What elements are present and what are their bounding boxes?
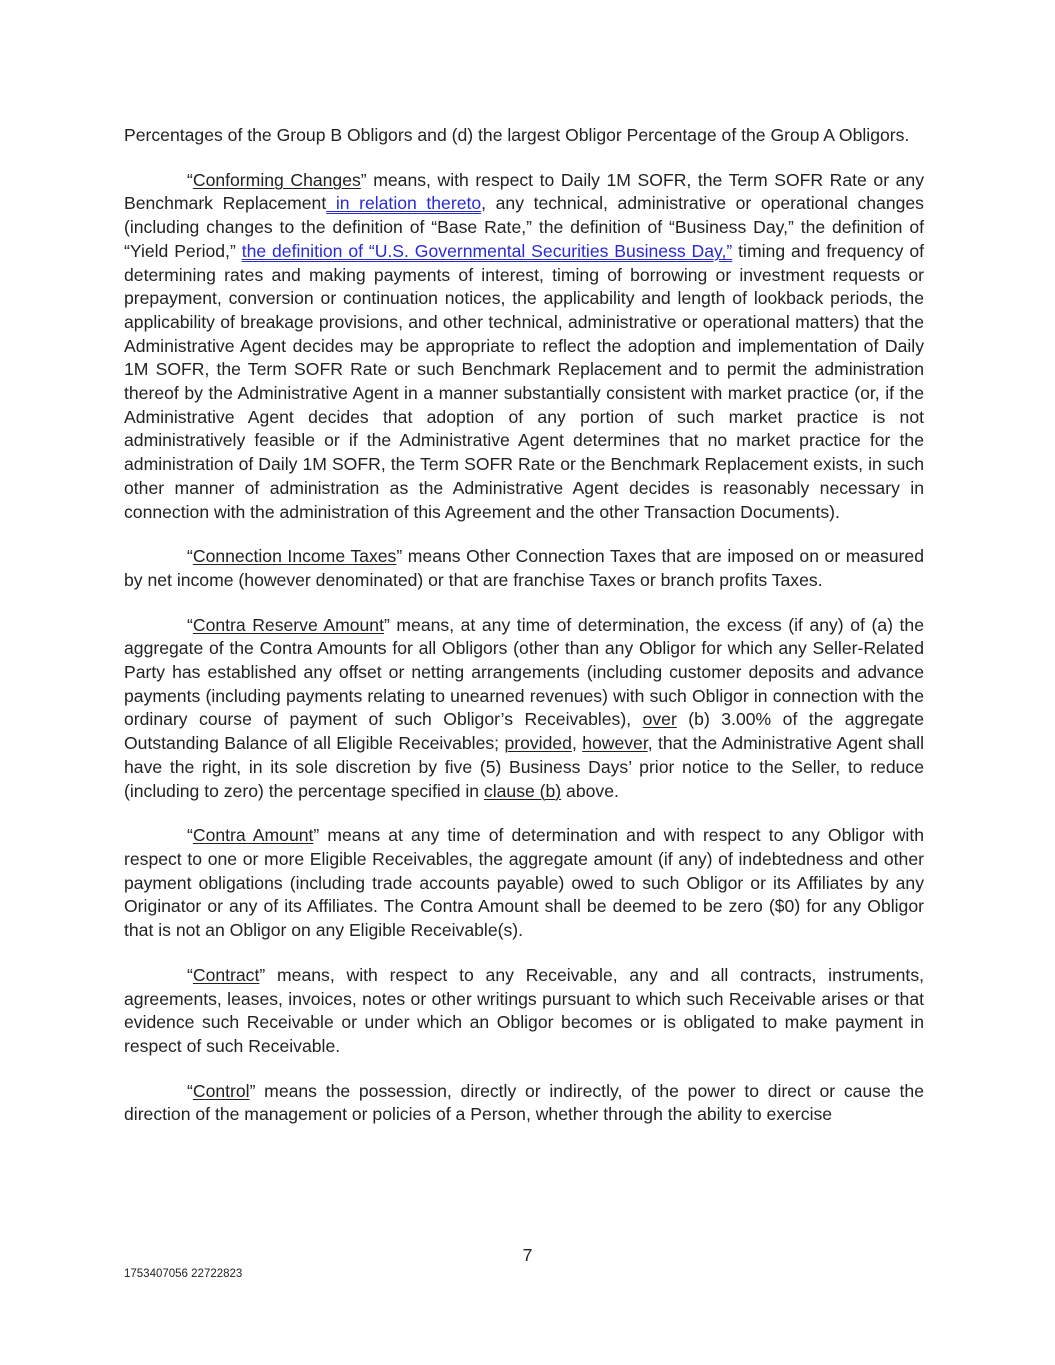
inserted-text: the definition of “U.S. Governmental Securities Business Day,”: [241, 240, 733, 261]
definition-text: ” means, at any time of determination, the excess (if any) of (a) the aggregate of the Contra Amounts for all Obligors (other than any Obligor for which any Seller-Related Party has established any offset or netting arrangements (including customer deposits and advance payments (including payments relating to unearned revenues) with such Obligor in connection with the ordinary course of payment of such Obligor’s Receivables),: [124, 614, 924, 730]
definition-text: ,: [571, 733, 583, 754]
underlined-word: over: [642, 709, 677, 730]
definition-text: ” means Other Connection Taxes that are imposed on or measured by net income (however denominated) or that are franchise Taxes or branch profits Taxes.: [124, 546, 924, 590]
open-quote: “: [187, 546, 193, 567]
defined-term: Connection Income Taxes: [192, 546, 397, 567]
definition-text: timing and frequency of determining rates and making payments of interest, timing of borrowing or investment requests or prepayment, conversion or continuation notices, the applicability and length of lookback periods, the applicability of breakage provisions, and other technical, administrative or operational matters) that the Administrative Agent decides may be appropriate to reflect the adoption and implementation of Daily 1M SOFR, the Term SOFR Rate or such Benchmark Replacement and to permit the administration thereof by the Administrative Agent in a manner substantially consistent with market practice (or, if the Administrative Agent decides that adoption of any portion of such market practice is not administratively feasible or if the Administrative Agent determines that no market practice for the administration of Daily 1M SOFR, the Term SOFR Rate or the Benchmark Replacement exists, in such other manner of administration as the Administrative Agent decides is reasonably necessary in connection with the administration of this Agreement and the other Transaction Documents).: [124, 240, 925, 522]
underlined-word: however: [582, 733, 648, 754]
definition-conforming-changes: [124, 169, 924, 525]
definition-control: [124, 1080, 924, 1127]
open-quote: “: [187, 1080, 193, 1101]
definition-contract: [124, 964, 924, 1059]
definition-text: , any technical, administrative or operational changes (including changes to the definition of “Base Rate,” the definition of “Business Day,” the definition of “Yield Period,”: [124, 193, 924, 261]
defined-term: Contra Reserve Amount: [192, 614, 384, 635]
document-id: 1753407056 22722823: [124, 1268, 243, 1280]
definition-text: ” means, with respect to any Receivable, any and all contracts, instruments, agreements, leases, invoices, notes or other writings pursuant to which such Receivable arises or that evidence such Receivable or under which an Obligor becomes or is obligated to make payment in respect of such Receivable.: [124, 964, 924, 1056]
definition-connection-income-taxes: [124, 545, 924, 592]
document-body: [124, 124, 924, 1148]
paragraph-continuation: Percentages of the Group B Obligors and (d) the largest Obligor Percentage of the Group A Obligors.: [124, 125, 910, 145]
open-quote: “: [187, 169, 193, 190]
open-quote: “: [187, 825, 193, 846]
defined-term: Contract: [192, 964, 260, 985]
defined-term: Conforming Changes: [192, 169, 361, 190]
page-number: 7: [522, 1245, 533, 1265]
open-quote: “: [187, 614, 193, 635]
underlined-word: provided: [504, 733, 572, 754]
definition-text: ” means the possession, directly or indirectly, of the power to direct or cause the direction of the management or policies of a Person, whether through the ability to exercise: [124, 1080, 924, 1125]
clause-reference: clause (b): [483, 780, 562, 801]
open-quote: “: [187, 964, 193, 985]
definition-text: ” means, with respect to Daily 1M SOFR, the Term SOFR Rate or any Benchmark Replacement: [124, 169, 924, 214]
definition-text: above.: [561, 780, 619, 801]
definition-contra-amount: [124, 824, 924, 943]
definition-text: , that the Administrative Agent shall have the right, in its sole discretion by five (5) Business Days’ prior notice to the Seller, to reduce (including to zero) the percentage specified in: [124, 733, 924, 801]
defined-term: Control: [192, 1080, 250, 1101]
definition-text: (b) 3.00% of the aggregate Outstanding Balance of all Eligible Receivables;: [124, 709, 924, 754]
inserted-text: in relation thereto: [326, 193, 482, 214]
defined-term: Contra Amount: [192, 825, 314, 846]
definition-contra-reserve-amount: [124, 614, 924, 804]
definition-text: ” means at any time of determination and with respect to any Obligor with respect to one or more Eligible Receivables, the aggregate amount (if any) of indebtedness and other payment obligations (including trade accounts payable) owed to such Obligor or its Affiliates by any Originator or any of its Affiliates. The Contra Amount shall be deemed to be zero ($0) for any Obligor that is not an Obligor on any Eligible Receivable(s).: [124, 825, 924, 941]
